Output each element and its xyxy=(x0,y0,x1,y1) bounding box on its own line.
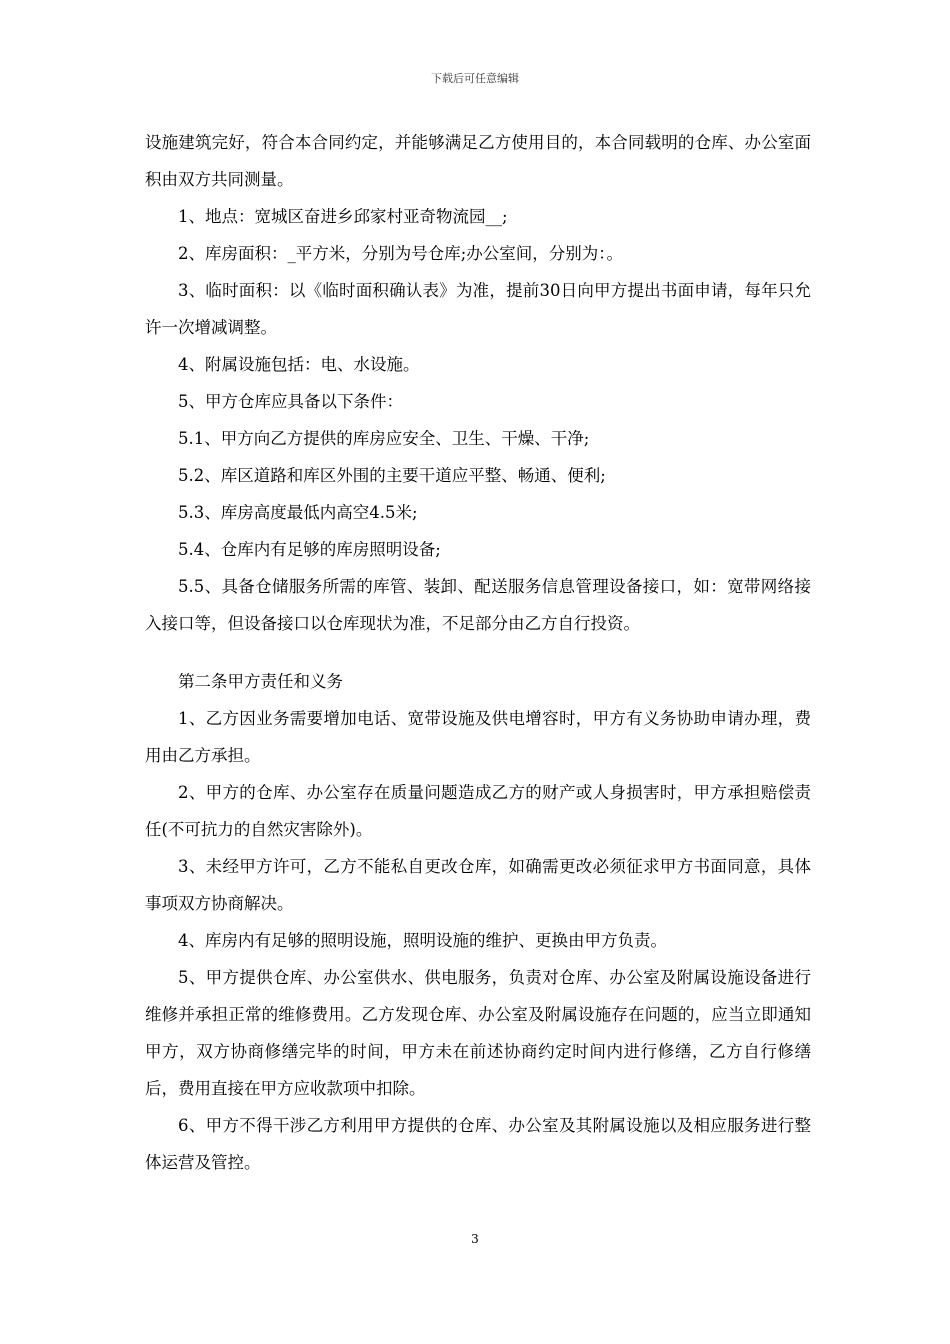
paragraph-warehouse-area: 2、库房面积：_平方米，分别为号仓库;办公室间，分别为：。 xyxy=(178,244,624,263)
paragraph-condition-5-2: 5.2、库区道路和库区外围的主要干道应平整、畅通、便利; xyxy=(178,466,606,485)
paragraph-duty-3: 3、未经甲方许可，乙方不能私自更改仓库，如确需更改必须征求甲方书面同意，具体事项双方协商解决。 xyxy=(145,857,811,913)
section-heading-article-2: 第二条甲方责任和义务 xyxy=(178,672,343,691)
paragraph-duty-1: 1、乙方因业务需要增加电话、宽带设施及供电增容时，甲方有义务协助申请办理，费用由乙方承担。 xyxy=(145,709,811,765)
document-body xyxy=(145,124,811,1181)
paragraph-condition-5-1: 5.1、甲方向乙方提供的库房应安全、卫生、干燥、干净; xyxy=(178,429,590,448)
paragraph-duty-4: 4、库房内有足够的照明设施，照明设施的维护、更换由甲方负责。 xyxy=(178,931,667,950)
paragraph-conditions: 5、甲方仓库应具备以下条件： xyxy=(178,392,403,411)
paragraph-duty-2: 2、甲方的仓库、办公室存在质量问题造成乙方的财产或人身损害时，甲方承担赔偿责任(不可抗力的自然灾害除外)。 xyxy=(145,783,811,839)
page-number: 3 xyxy=(471,1232,479,1246)
paragraph-condition-5-5: 5.5、具备仓储服务所需的库管、装卸、配送服务信息管理设备接口，如：宽带网络接入接口等，但设备接口以仓库现状为准，不足部分由乙方自行投资。 xyxy=(145,577,811,633)
paragraph-condition-5-3: 5.3、库房高度最低内高空4.5米; xyxy=(178,503,418,522)
page-header: 下载后可任意编辑 xyxy=(431,72,519,85)
paragraph-duty-6: 6、甲方不得干涉乙方利用甲方提供的仓库、办公室及其附属设施以及相应服务进行整体运营及管控。 xyxy=(145,1116,811,1172)
paragraph-temporary-area: 3、临时面积：以《临时面积确认表》为准，提前30日向甲方提出书面申请，每年只允许一次增减调整。 xyxy=(145,281,811,337)
paragraph-location: 1、地点：宽城区奋进乡邱家村亚奇物流园__; xyxy=(178,207,508,226)
paragraph-facilities: 4、附属设施包括：电、水设施。 xyxy=(178,355,420,374)
paragraph-continuation: 设施建筑完好，符合本合同约定，并能够满足乙方使用目的，本合同载明的仓库、办公室面积由双方共同测量。 xyxy=(145,133,811,189)
paragraph-condition-5-4: 5.4、仓库内有足够的库房照明设备; xyxy=(178,540,441,559)
paragraph-duty-5: 5、甲方提供仓库、办公室供水、供电服务，负责对仓库、办公室及附属设施设备进行维修并承担正常的维修费用。乙方发现仓库、办公室及附属设施存在问题的，应当立即通知甲方，双方协商修缮完毕的时间，甲方未在前述协商约定时间内进行修缮，乙方自行修缮后，费用直接在甲方应收款项中扣除。 xyxy=(145,968,811,1098)
